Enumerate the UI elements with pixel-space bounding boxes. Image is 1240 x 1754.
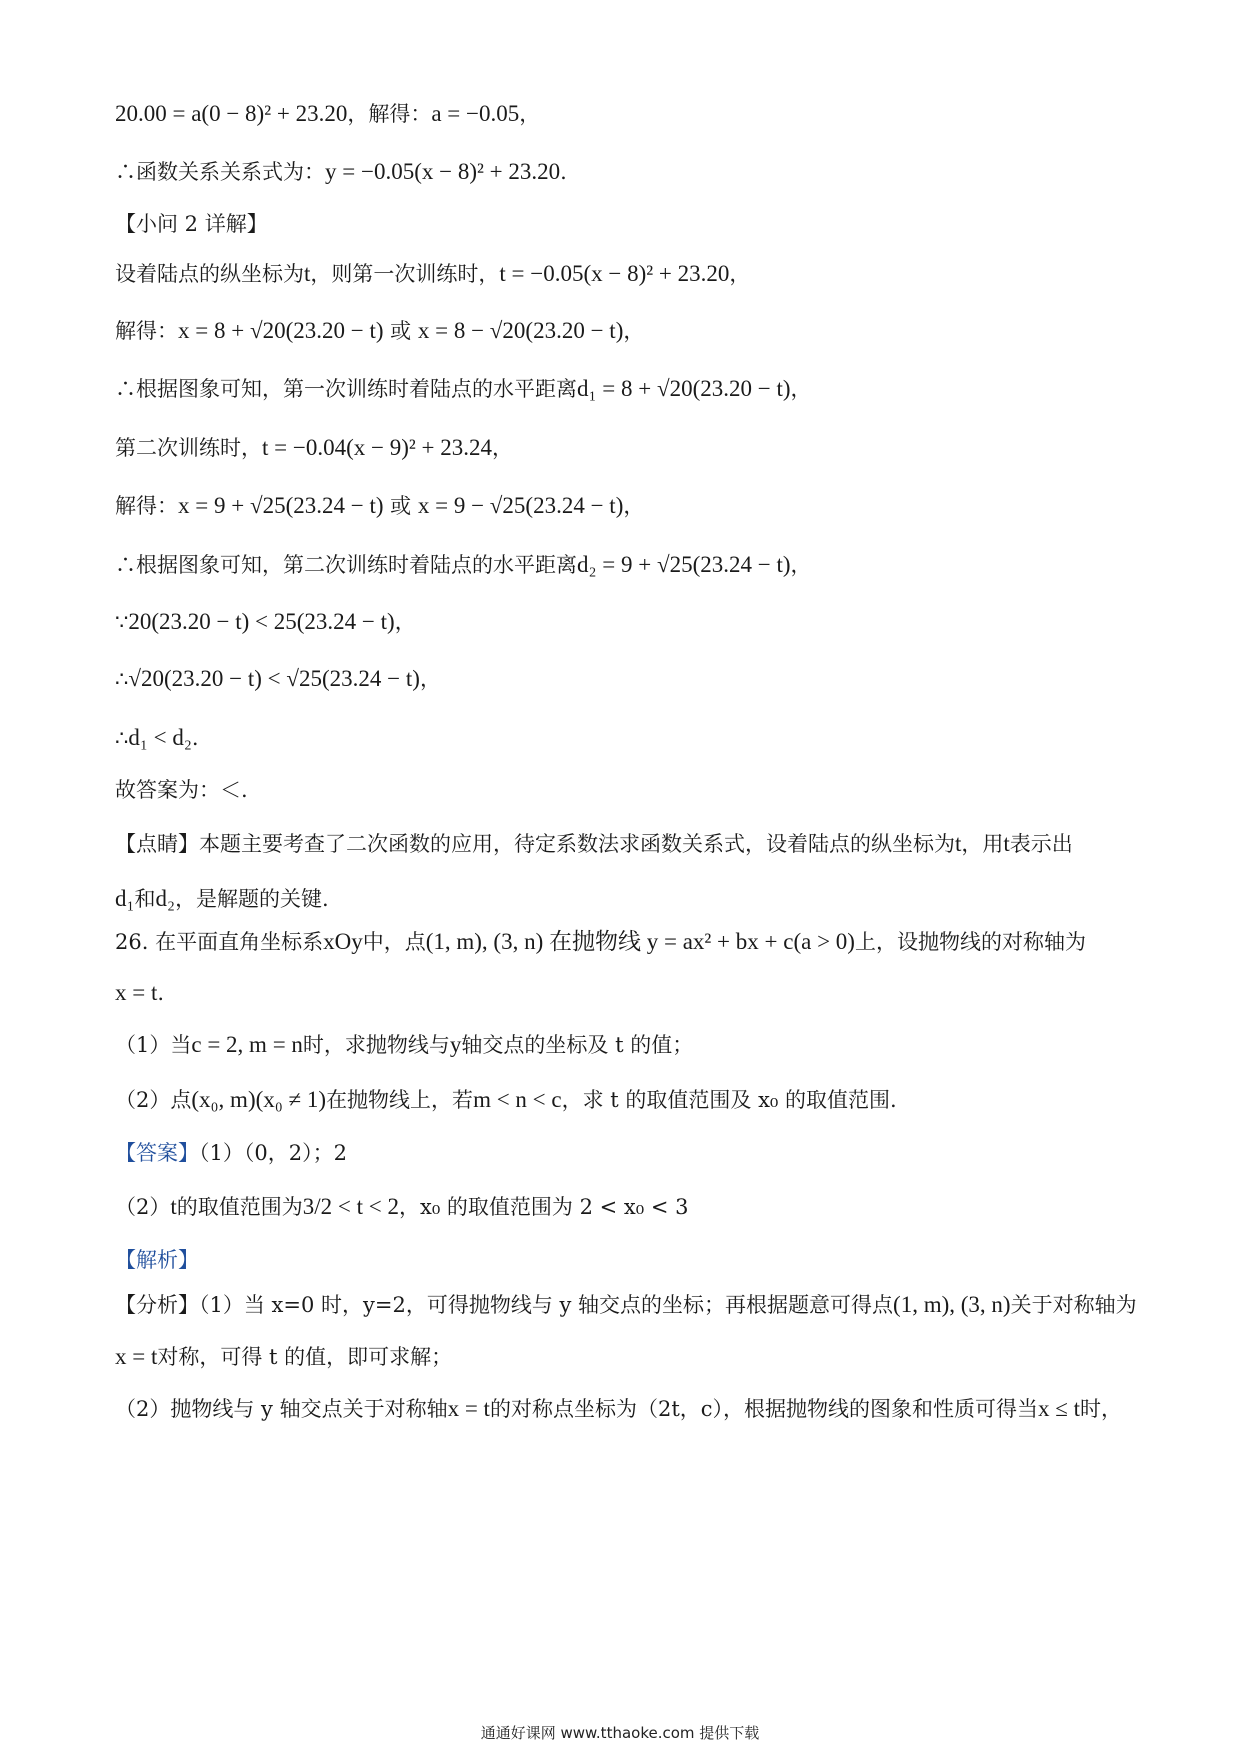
line-text: . [191,726,199,750]
line-text: 【分析】（1）当 x=0 时，y=2，可得抛物线与 y 轴交点的坐标；再根据题意可得点 [115,1293,894,1317]
line-text: ， [419,667,441,691]
text-line [115,548,1120,582]
line-text: 【解析】 [115,1248,199,1272]
text-line [115,605,1120,639]
line-text: ∵ [115,610,129,634]
math-expression: 20(23.20 − t) < 25(23.24 − t) [128,609,395,634]
line-text: ∴ [115,667,129,691]
math-expression: a = −0.05 [431,101,520,126]
page-footer: 通通好课网 www.tthaoke.com 提供下载 [480,1724,760,1742]
line-text: ，求 t 的取值范围及 x₀ 的取值范围. [561,1088,897,1112]
text-line [115,1340,1120,1374]
math-expression: d₂ [155,886,176,911]
line-text: ， [623,319,645,343]
text-line [115,314,1120,348]
math-expression: x = 8 − √20(23.20 − t) [417,318,624,343]
math-expression: xOy [323,929,363,954]
line-text: 时， [1080,1397,1123,1421]
line-text: 或 [383,494,418,518]
math-expression: t [170,1194,177,1219]
line-text: ，解得： [347,102,432,126]
text-line [115,257,1120,291]
text-line [115,976,1120,1010]
line-text: ， [519,102,541,126]
text-line [115,1190,1120,1224]
line-text: ， [729,262,751,286]
line-text: 的取值范围为 [176,1195,303,1219]
line-text: 26. 在平面直角坐标系 [115,930,324,954]
math-expression: m < n < c [473,1087,562,1112]
line-text: ∴函数关系关系式为： [115,160,325,184]
math-expression: t [955,831,962,856]
text-line [115,925,1120,959]
math-expression: c = 2, m = n [191,1032,303,1057]
line-text: （1）（0，2）；2 [199,1141,347,1165]
text-line [115,1243,1120,1277]
text-line [115,489,1120,523]
math-expression: y [449,1032,462,1057]
text-line [115,1028,1120,1062]
line-text: 【答案】 [115,1141,199,1165]
line-text: ，x₀ 的取值范围为 2 < x₀ < 3 [399,1195,689,1219]
line-text: 设着陆点的纵坐标为 [115,262,304,286]
math-expression: x = 9 + √25(23.24 − t) [178,493,384,518]
line-text: 或 [383,319,418,343]
line-text: 时，求抛物线与 [302,1033,450,1057]
line-text: 表示出 [1009,832,1073,856]
text-line [115,1083,1120,1117]
text-line [115,97,1120,131]
text-line [115,372,1120,406]
line-text: ，是解题的关键. [175,887,329,911]
math-expression: 20.00 = a(0 − 8)² + 23.20 [115,101,348,126]
math-expression: x ≤ t [1038,1396,1081,1421]
math-expression: t [1003,831,1010,856]
line-text: 轴交点的坐标及 t 的值； [461,1033,694,1057]
math-expression: d₁ = 8 + √20(23.20 − t) [577,376,791,401]
math-expression: (x₀, m)(x₀ ≠ 1) [191,1087,327,1112]
math-expression: 3/2 < t < 2 [302,1194,399,1219]
text-line [115,721,1120,755]
line-text: 在抛物线上，若 [326,1088,474,1112]
text-line [115,1392,1123,1426]
line-text: 对称，可得 t 的值，即可求解； [157,1345,453,1369]
line-text: 解得： [115,494,178,518]
line-text: ∴根据图象可知，第一次训练时着陆点的水平距离 [115,377,577,401]
math-expression: t = −0.04(x − 9)² + 23.24 [262,435,492,460]
line-text: 上，设抛物线的对称轴为 [854,930,1086,954]
text-line [115,207,1120,241]
line-text: （2） [115,1195,171,1219]
text-line [115,882,1120,916]
line-text: ， [790,553,812,577]
line-text: ， [623,494,645,518]
math-expression: d₁ < d₂ [128,725,192,750]
text-line [115,1288,1137,1322]
line-text: . [157,981,165,1005]
line-text: ∴ [115,726,129,750]
text-line [115,155,1120,189]
line-text: ，则第一次训练时， [310,262,500,286]
math-expression: x = t [115,1344,158,1369]
line-text: 和 [134,887,156,911]
line-text: 故答案为：＜. [115,778,248,802]
math-expression: y = −0.05(x − 8)² + 23.20 [325,159,561,184]
line-text: ， [394,610,416,634]
math-expression: √20(23.20 − t) < √25(23.24 − t) [128,666,420,691]
line-text: ∴根据图象可知，第二次训练时着陆点的水平距离 [115,553,577,577]
text-line [115,1136,1120,1170]
line-text: ，用 [961,832,1004,856]
line-text: 【点睛】本题主要考查了二次函数的应用，待定系数法求函数关系式，设着陆点的纵坐标为 [115,832,955,856]
line-text: . [560,160,567,184]
text-line [115,773,1120,807]
math-expression: t [304,261,311,286]
line-text: ， [790,377,812,401]
math-expression: x = 8 + √20(23.20 − t) [178,318,384,343]
math-expression: (1, m), (3, n) 在抛物线 y = ax² + bx + c(a > 0) [425,929,855,954]
line-text: （1）当 [115,1033,192,1057]
math-expression: x = t [447,1396,490,1421]
text-line [115,827,1120,861]
text-line [115,662,1120,696]
line-text: 关于对称轴为 [1010,1293,1137,1317]
math-expression: d₁ [115,886,135,911]
math-expression: (1, m), (3, n) [893,1292,1011,1317]
line-text: 第二次训练时， [115,436,262,460]
line-text: 中，点 [362,930,426,954]
math-expression: t = −0.05(x − 8)² + 23.20 [499,261,730,286]
line-text: 【小问 2 详解】 [115,212,268,236]
line-text: （2）点 [115,1088,192,1112]
line-text: 解得： [115,319,178,343]
line-text: 的对称点坐标为（2t，c），根据抛物线的图象和性质可得当 [489,1397,1039,1421]
math-expression: x = 9 − √25(23.24 − t) [417,493,624,518]
text-line [115,431,1120,465]
math-expression: x = t [115,980,158,1005]
line-text: ， [492,436,513,460]
math-expression: d₂ = 9 + √25(23.24 − t) [577,552,791,577]
line-text: （2）抛物线与 y 轴交点关于对称轴 [115,1397,448,1421]
